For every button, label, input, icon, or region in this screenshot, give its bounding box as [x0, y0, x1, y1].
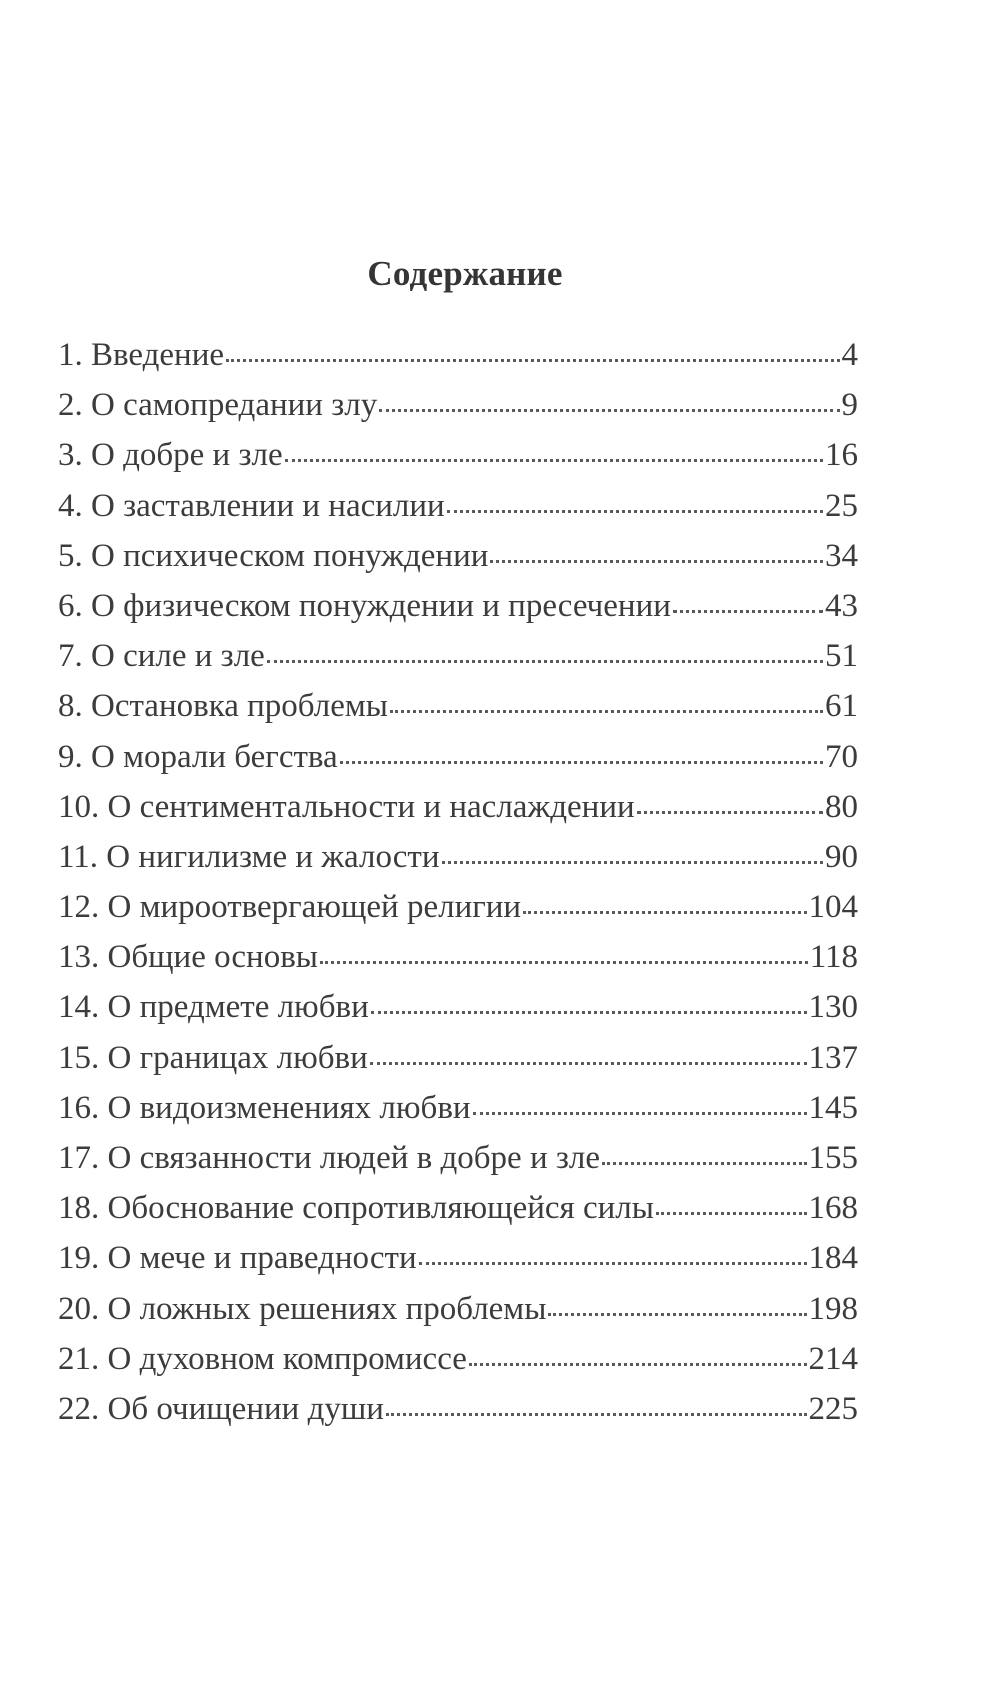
toc-entry-page: 4 — [841, 337, 858, 373]
toc-entry-label: 11. О нигилизме и жалости — [58, 838, 440, 875]
toc-entry[interactable] — [58, 681, 858, 731]
toc-entry[interactable] — [58, 1233, 858, 1283]
toc-entry-page: 214 — [808, 1340, 858, 1377]
toc-title: Содержание — [367, 254, 563, 293]
dot-leader — [490, 560, 823, 563]
dot-leader — [226, 359, 839, 362]
toc-entry-page: 145 — [808, 1089, 858, 1126]
toc-entry-label: 22. Об очищении души — [58, 1390, 384, 1427]
toc-entry[interactable] — [58, 782, 858, 832]
toc-entry-label: 14. О предмете любви — [58, 989, 369, 1026]
toc-entry[interactable] — [58, 380, 858, 430]
toc-entry-label: 13. Общие основы — [58, 939, 318, 976]
toc-entry-page: 70 — [825, 738, 858, 775]
dot-leader — [673, 610, 823, 613]
toc-entry-label: 8. Остановка проблемы — [58, 688, 388, 725]
toc-entry-label: 1. Введение — [58, 337, 225, 373]
toc-entry-page: 225 — [808, 1390, 858, 1427]
dot-leader — [442, 861, 823, 864]
toc-entry-label: 3. О добре и зле — [58, 437, 283, 474]
toc-entry-page: 43 — [825, 587, 858, 624]
toc-entry[interactable] — [58, 581, 858, 631]
toc-entry-label: 20. О ложных решениях проблемы — [58, 1290, 547, 1327]
toc-entry-page: 184 — [808, 1240, 858, 1277]
toc-entry-label: 10. О сентиментальности и наслаждении — [58, 788, 635, 825]
toc-entry-label: 7. О силе и зле — [58, 638, 265, 675]
toc-entry[interactable] — [58, 330, 858, 380]
dot-leader — [602, 1162, 806, 1165]
toc-entry[interactable] — [58, 1334, 858, 1384]
toc-entry-label: 21. О духовном компромиссе — [58, 1340, 467, 1377]
toc-entry-label: 6. О физическом понуждении и пресечении — [58, 587, 671, 624]
toc-entry[interactable] — [58, 732, 858, 782]
toc-entry-page: 118 — [809, 939, 858, 976]
dot-leader — [370, 1062, 807, 1065]
toc-entry[interactable] — [58, 1384, 858, 1434]
toc-entry[interactable] — [58, 932, 858, 982]
toc-entry-page: 130 — [808, 989, 858, 1026]
toc-entry-label: 17. О связанности людей в добре и зле — [58, 1140, 601, 1176]
toc-entry[interactable] — [58, 882, 858, 932]
dot-leader — [473, 1112, 807, 1115]
toc-entry-label: 16. О видоизменениях любви — [58, 1089, 471, 1126]
toc-entry-label: 18. Обоснование сопротивляющейся силы — [58, 1190, 654, 1227]
toc-entry-label: 9. О морали бегства — [58, 738, 338, 775]
toc-entry-page: 137 — [808, 1039, 858, 1076]
dot-leader — [320, 961, 808, 964]
toc-entry-label: 5. О психическом понуждении — [58, 537, 489, 574]
toc-entry-label: 12. О мироотвергающей религии — [58, 889, 522, 926]
toc-entry[interactable] — [58, 1284, 858, 1334]
dot-leader — [390, 710, 823, 713]
toc-entry-label: 4. О заставлении и насилии — [58, 487, 445, 524]
toc-entry[interactable] — [58, 1083, 858, 1133]
toc-entry-page: 90 — [825, 838, 858, 875]
toc-entry[interactable] — [58, 982, 858, 1032]
toc-entry[interactable] — [58, 481, 858, 531]
toc-entry-page: 34 — [825, 537, 858, 574]
toc-entry-page: 80 — [825, 788, 858, 825]
dot-leader — [371, 1011, 807, 1014]
toc-entry[interactable] — [58, 531, 858, 581]
dot-leader — [447, 510, 823, 513]
toc-entry-page: 61 — [825, 688, 858, 725]
dot-leader — [523, 911, 806, 914]
dot-leader — [340, 761, 823, 764]
toc-entry[interactable] — [58, 1183, 858, 1233]
toc-entry-page: 198 — [808, 1290, 858, 1327]
toc-entry-page: 9 — [841, 387, 858, 424]
toc-entry[interactable] — [58, 1133, 858, 1183]
toc-entry-page: 155 — [808, 1140, 858, 1176]
toc-entry-label: 15. О границах любви — [58, 1039, 368, 1076]
dot-leader — [469, 1363, 807, 1366]
dot-leader — [267, 660, 823, 663]
dot-leader — [419, 1262, 807, 1265]
toc-entry[interactable] — [58, 1033, 858, 1083]
toc-entry[interactable] — [58, 430, 858, 480]
dot-leader — [548, 1313, 806, 1316]
dot-leader — [637, 811, 823, 814]
dot-leader — [386, 1413, 807, 1416]
dot-leader — [379, 409, 839, 412]
toc-entry-page: 104 — [808, 889, 858, 926]
table-of-contents — [58, 330, 858, 1434]
toc-entry-label: 2. О самопредании злу — [58, 387, 378, 424]
toc-entry[interactable] — [58, 832, 858, 882]
toc-entry-page: 168 — [808, 1190, 858, 1227]
toc-entry[interactable] — [58, 631, 858, 681]
toc-entry-label: 19. О мече и праведности — [58, 1240, 417, 1277]
dot-leader — [285, 459, 823, 462]
dot-leader — [656, 1212, 807, 1215]
toc-entry-page: 25 — [825, 487, 858, 524]
toc-entry-page: 16 — [825, 437, 858, 474]
toc-entry-page: 51 — [825, 638, 858, 675]
